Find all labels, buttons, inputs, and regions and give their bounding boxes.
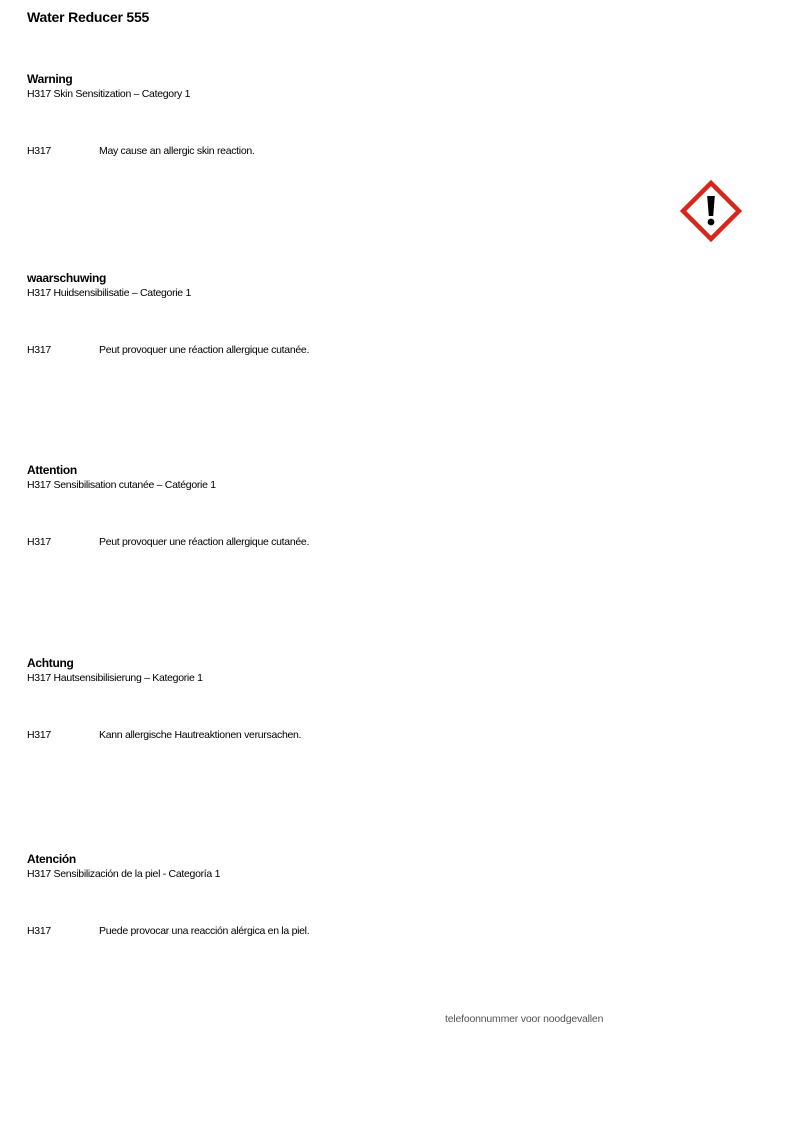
signal-word: Attention — [27, 463, 77, 477]
hazard-statement-code: H317 — [27, 729, 51, 741]
hazard-classification: H317 Skin Sensitization – Category 1 — [27, 88, 191, 100]
hazard-classification: H317 Hautsensibilisierung – Kategorie 1 — [27, 672, 203, 684]
signal-word: Achtung — [27, 656, 74, 670]
hazard-statement-code: H317 — [27, 536, 51, 548]
hazard-classification: H317 Sensibilisation cutanée – Catégorie 1 — [27, 479, 216, 491]
hazard-statement-text: Peut provoquer une réaction allergique cutanée. — [99, 536, 310, 548]
hazard-statement-text: Peut provoquer une réaction allergique cutanée. — [99, 344, 310, 356]
hazard-statement-code: H317 — [27, 925, 51, 937]
product-title: Water Reducer 555 — [27, 9, 150, 25]
hazard-statement-text: May cause an allergic skin reaction. — [99, 145, 255, 157]
hazard-statement-text: Kann allergische Hautreaktionen verursachen. — [99, 729, 302, 741]
hazard-statement-code: H317 — [27, 145, 51, 157]
hazard-classification: H317 Sensibilización de la piel - Categoría 1 — [27, 868, 221, 880]
hazard-classification: H317 Huidsensibilisatie – Categorie 1 — [27, 287, 192, 299]
signal-word: Atención — [27, 852, 76, 866]
signal-word: waarschuwing — [27, 271, 107, 285]
ghs-exclamation-mark-icon — [680, 180, 742, 242]
emergency-phone-label: telefoonnummer voor noodgevallen — [445, 1013, 604, 1025]
hazard-statement-text: Puede provocar una reacción alérgica en la piel. — [99, 925, 310, 937]
hazard-statement-code: H317 — [27, 344, 51, 356]
signal-word: Warning — [27, 72, 73, 86]
